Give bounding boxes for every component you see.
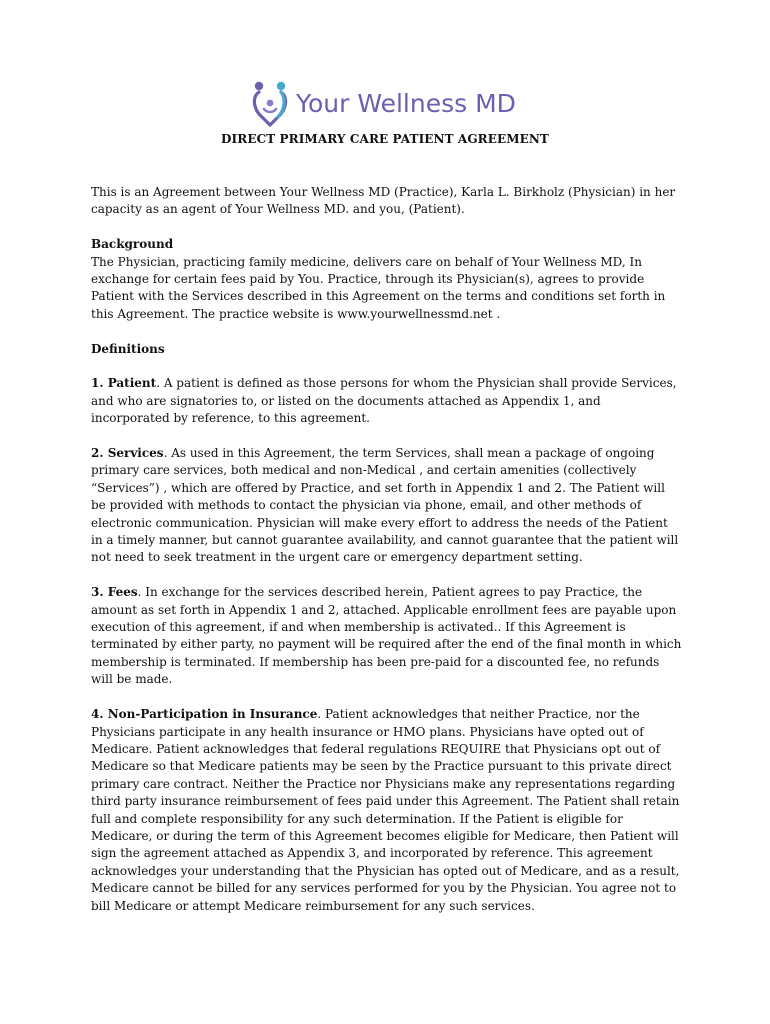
section-patient (91, 375, 683, 427)
definitions-heading: Definitions (91, 341, 165, 356)
section-text: . As used in this Agreement, the term Services, shall mean a package of ongoing primary care services, both medical and non-Medical , and certain amenities (collectively “Services”) , which are offered by Practice, and set forth in Appendix 1 and 2. The Patient will be provided with methods to contact the physician via phone, email, and other methods of electronic communication. Physician will make every effort to address the needs of the Patient in a timely manner, but cannot guarantee availability, and cannot guarantee that the patient will not need to seek treatment in the urgent care or emergency department setting. (91, 446, 679, 565)
section-services (91, 445, 683, 567)
logo (250, 78, 530, 128)
section-text: . A patient is defined as those persons for whom the Physician shall provide Services, and who are signatories to, or listed on the documents attached as Appendix 1, and incorporated by reference, to this agreement. (91, 376, 677, 426)
intro-paragraph: This is an Agreement between Your Wellness MD (Practice), Karla L. Birkholz (Physician) in her capacity as an agent of Your Wellness MD. and you, (Patient). (91, 185, 676, 217)
section-fees (91, 584, 683, 688)
family-heart-icon (250, 79, 290, 127)
document-title: DIRECT PRIMARY CARE PATIENT AGREEMENT (221, 132, 549, 146)
section-text: . In exchange for the services described herein, Patient agrees to pay Practice, the amount as set forth in Appendix 1 and 2, attached. Applicable enrollment fees are payable upon execution of this agreement, if and when membership is activated.. If this Agreement is terminated by either party, no payment will be required after the end of the final month in which membership is terminated. If membership has been pre-paid for a discounted fee, no refunds will be made. (91, 585, 682, 687)
section-title: 2. Services (91, 446, 164, 461)
section-title: 1. Patient (91, 376, 157, 391)
background-text: The Physician, practicing family medicine, delivers care on behalf of Your Wellness MD, In exchange for certain fees paid by You. Practice, through its Physician(s), agrees to provide Patient with the Services described in this Agreement on the terms and conditions set forth in this Agreement. The practice website is www.yourwellnessmd.net . (91, 254, 666, 321)
brand-name: Your Wellness MD (296, 88, 516, 118)
background-section (91, 236, 683, 323)
section-insurance (91, 706, 683, 915)
section-title: 3. Fees (91, 585, 138, 600)
section-title: 4. Non-Participation in Insurance (91, 707, 318, 722)
document-body (91, 184, 683, 932)
section-text: . Patient acknowledges that neither Practice, nor the Physicians participate in any health insurance or HMO plans. Physicians have opted out of Medicare. Patient acknowledges that federal regulations REQUIRE that Physicians opt out of Medicare so that Medicare patients may be seen by the Practice pursuant to this private direct primary care contract. Neither the Practice nor Physicians make any representations regarding third party insurance reimbursement of fees paid under this Agreement. The Patient shall retain full and complete responsibility for any such determination. If the Patient is eligible for Medicare, or during the term of this Agreement becomes eligible for Medicare, then Patient will sign the agreement attached as Appendix 3, and incorporated by reference. This agreement acknowledges your understanding that the Physician has opted out of Medicare, and as a result, Medicare cannot be billed for any services performed for you by the Physician. You agree not to bill Medicare or attempt Medicare reimbursement for any such services. (91, 707, 680, 913)
background-heading: Background (91, 237, 174, 252)
